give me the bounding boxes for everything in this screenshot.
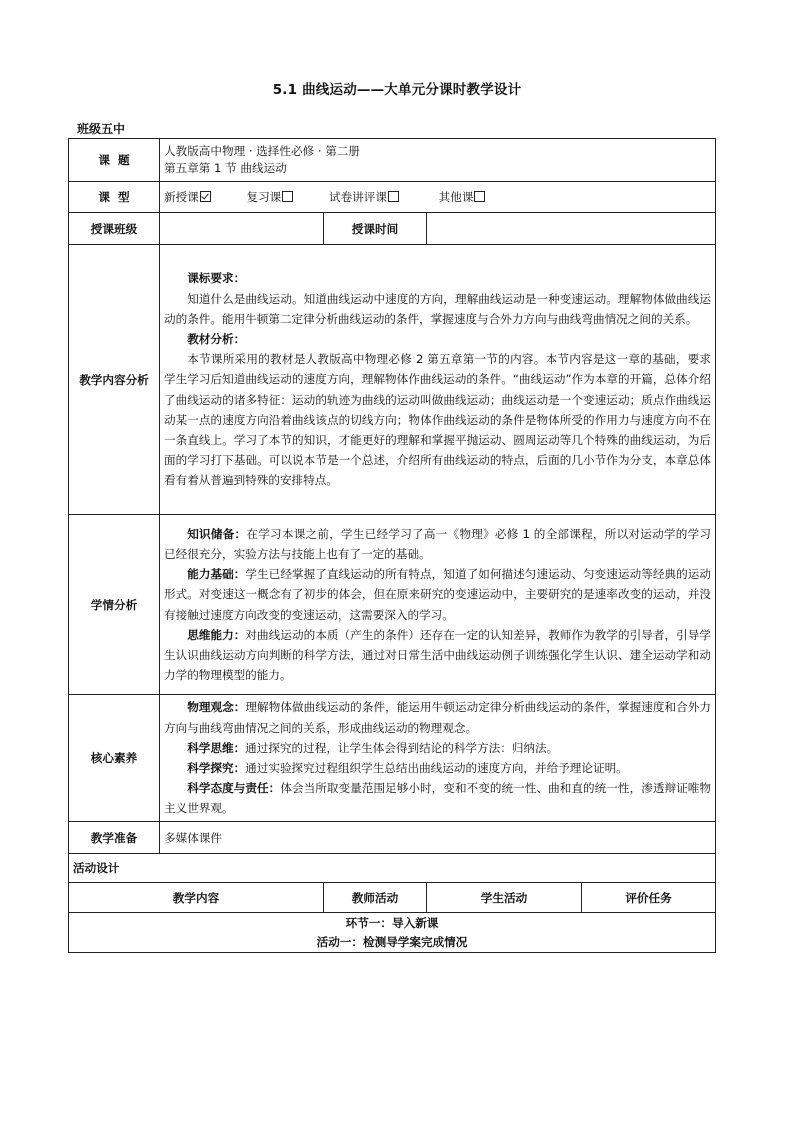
class-label: 授课班级 <box>69 213 160 245</box>
checkbox-checked-icon[interactable] <box>200 191 211 202</box>
content-analysis-row <box>69 245 716 515</box>
checkbox-empty-icon[interactable] <box>388 191 399 202</box>
core-literacy-row <box>69 695 716 822</box>
document-title: 5.1 曲线运动——大单元分课时教学设计 <box>272 82 522 98</box>
type-options <box>160 182 716 213</box>
content-label: 教学内容分析 <box>69 245 160 515</box>
type-row <box>69 182 716 213</box>
activity-design-row <box>69 854 716 883</box>
class-value[interactable] <box>160 213 324 245</box>
material-heading: 教材分析： <box>187 331 246 346</box>
curriculum-text: 知道什么是曲线运动。知道曲线运动中速度的方向，理解曲线运动是一种变速运动。理解物体做曲线运动的条件。能用牛顿第二定律分析曲线运动的条件，掌握速度与合外力方向与曲线弯曲情况之间的关系。 <box>164 291 712 326</box>
section-cell <box>69 913 716 953</box>
thinking-paragraph: 思维能力：对曲线运动的本质（产生的条件）还存在一定的认知差异，教师作为教学的引导者，引导学生认识曲线运动方向判断的科学方法，通过对日常生活中曲线运动例子训练强化学生认识、建全运动学和动力学的物理模型的能力。 <box>164 627 712 683</box>
column-header-row <box>69 883 716 913</box>
checkbox-empty-icon[interactable] <box>282 191 293 202</box>
time-label: 授课时间 <box>324 213 427 245</box>
type-label: 课 型 <box>69 182 160 213</box>
topic-label: 课 题 <box>69 139 160 182</box>
curriculum-heading: 课标要求： <box>187 271 246 286</box>
core-body <box>160 695 716 822</box>
type-option-new[interactable]: 新授课 <box>164 190 211 204</box>
activity-title: 活动一：检测导学案完成情况 <box>316 934 468 949</box>
material-text: 本节课所采用的教材是人教版高中物理必修 2 第五章第一节的内容。本节内容是这一章的基础，要求学生学习后知道曲线运动的速度方向，理解物体作曲线运动的条件。“曲线运动”作为本章的开篇，总体介绍了曲线运动的诸多特征：运动的轨迹为曲线的运动叫做曲线运动；曲线运动是一个变速运动；质点作曲线运动某一点的速度方向沿着曲线该点的切线方向；物体作曲线运动的条件是物体所受的作用力与速度方向不在一条直线上。学习了本节的知识，才能更好的理解和掌握平抛运动、圆周运动等几个特殊的曲线运动，为后面的学习打下基础。可以说本节是一个总述，介绍所有曲线运动的特点，后面的几小节作为分支，本章总体看有着从普遍到特殊的安排特点。 <box>164 352 712 488</box>
learner-analysis-row <box>69 515 716 695</box>
core-label: 核心素养 <box>69 695 160 822</box>
col-header-evaluation: 评价任务 <box>582 883 716 913</box>
col-header-content: 教学内容 <box>69 883 324 913</box>
class-time-row <box>69 213 716 245</box>
type-option-other[interactable]: 其他课 <box>439 190 486 204</box>
topic-row <box>69 139 716 182</box>
checkbox-empty-icon[interactable] <box>474 191 485 202</box>
topic-line-2: 第五章第 1 节 曲线运动 <box>164 161 287 175</box>
topic-line-1: 人教版高中物理 · 选择性必修 · 第二册 <box>164 144 361 158</box>
activity-label: 活动设计 <box>69 854 716 883</box>
scientific-thinking-paragraph: 科学思维：通过探究的过程，让学生体会得到结论的科学方法：归纳法。 <box>187 740 559 755</box>
prep-label: 教学准备 <box>69 822 160 854</box>
col-header-student: 学生活动 <box>427 883 582 913</box>
learner-body <box>160 515 716 695</box>
section-title: 环节一：导入新课 <box>345 915 439 930</box>
time-value[interactable] <box>427 213 716 245</box>
col-header-teacher: 教师活动 <box>324 883 427 913</box>
lesson-plan-table <box>68 138 716 953</box>
type-option-review[interactable]: 复习课 <box>246 190 293 204</box>
content-body <box>160 245 716 515</box>
learner-label: 学情分析 <box>69 515 160 695</box>
school-label: 班级五中 <box>77 122 126 136</box>
preparation-row <box>69 822 716 854</box>
knowledge-paragraph: 知识储备：在学习本课之前，学生已经学习了高一《物理》必修 1 的全部课程，所以对运动学的学习已经很充分，实验方法与技能上也有了一定的基础。 <box>164 526 712 561</box>
ability-paragraph: 能力基础：学生已经掌握了直线运动的所有特点，知道了如何描述匀速运动、匀变速运动等经典的运动形式。对变速这一概念有了初步的体会，但在原来研究的变速运动中，主要研究的是速率改变的运动，并没有接触过速度方向改变的变速运动，这需要深入的学习。 <box>164 567 712 622</box>
type-option-exam[interactable]: 试卷讲评课 <box>329 190 399 204</box>
scientific-inquiry-paragraph: 科学探究：通过实验探究过程组织学生总结出曲线运动的速度方向，并给予理论证明。 <box>187 761 628 775</box>
topic-value <box>160 139 716 182</box>
attitude-paragraph: 科学态度与责任：体会当所取变量范围足够小时，变和不变的统一性、曲和直的统一性，渗透辩证唯物主义世界观。 <box>164 781 712 816</box>
section-row <box>69 913 716 953</box>
prep-value: 多媒体课件 <box>160 822 716 854</box>
physics-concept-paragraph: 物理观念：理解物体做曲线运动的条件，能运用牛顿运动定律分析曲线运动的条件，掌握速度和合外力方向与曲线弯曲情况之间的关系，形成曲线运动的物理观念。 <box>164 700 712 735</box>
